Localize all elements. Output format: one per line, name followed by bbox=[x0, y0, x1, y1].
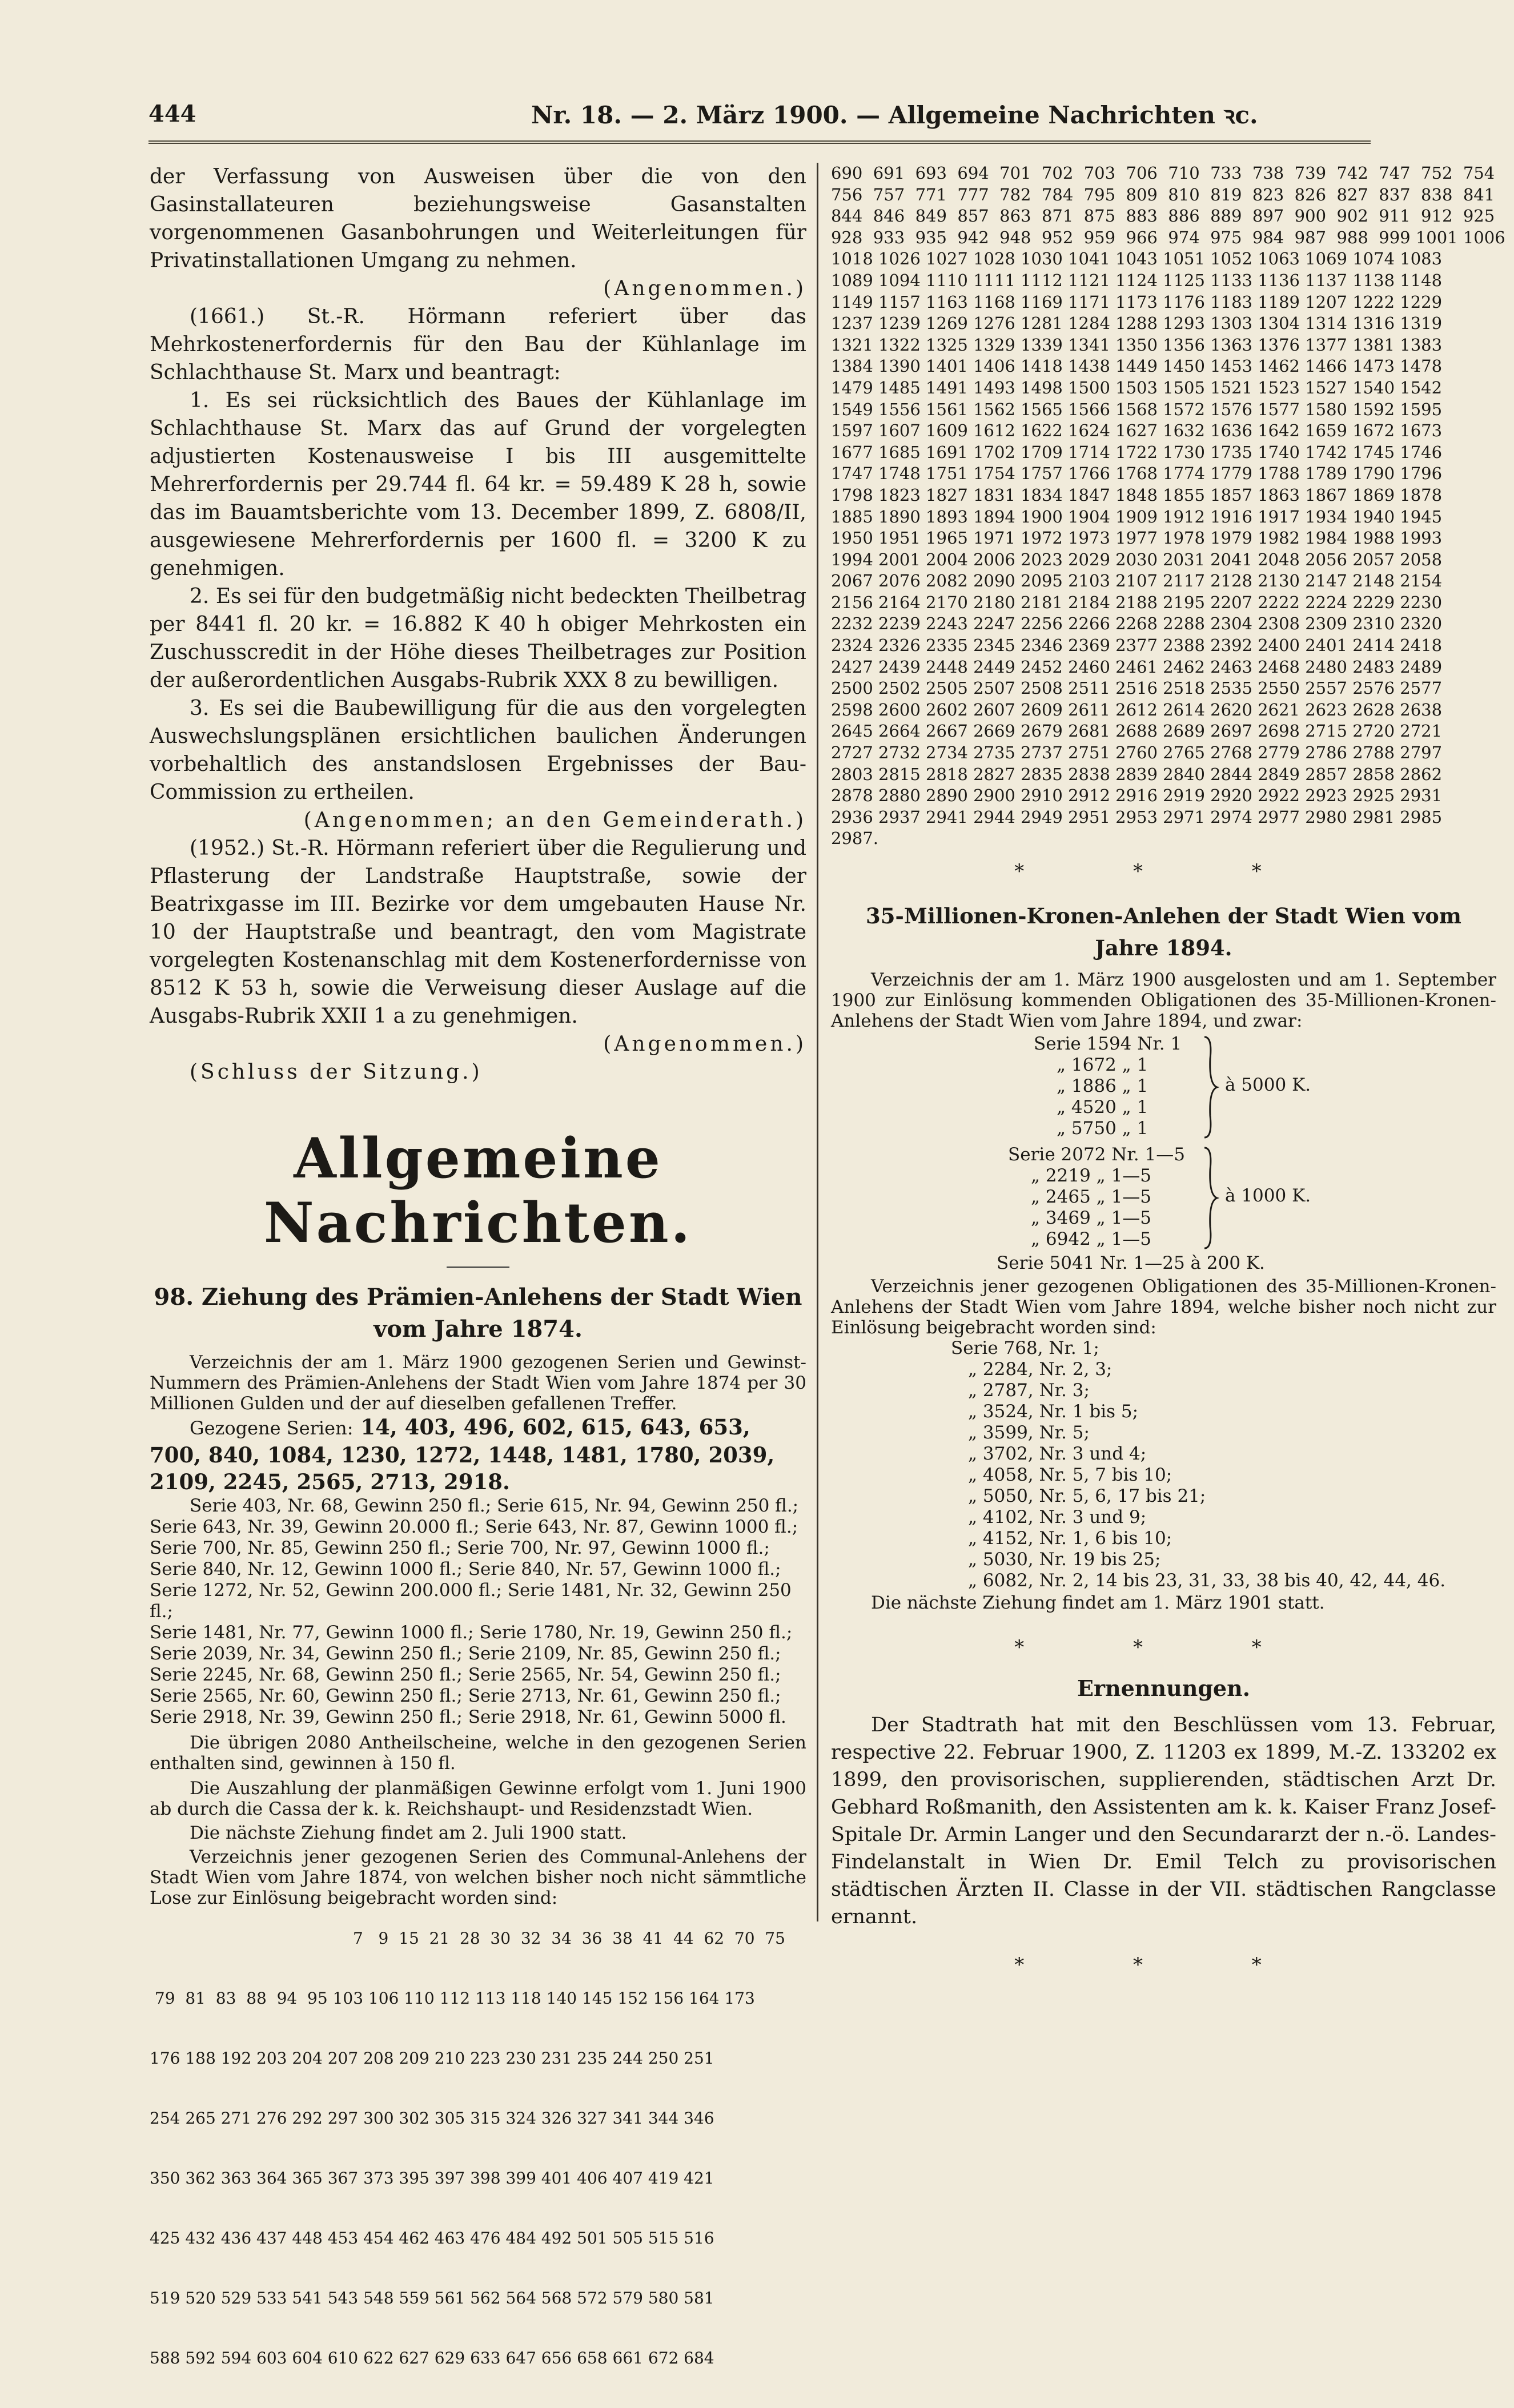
grid-row: 2936 2937 2941 2944 2949 2951 2953 2971 2974 2977 2980 2981 2985 bbox=[831, 807, 1443, 827]
drawn-series bbox=[150, 1414, 806, 1496]
section-title: Allgemeine Nachrichten. bbox=[263, 1126, 693, 1255]
grid-row: 2500 2502 2505 2507 2508 2511 2516 2518 2535 2550 2557 2576 2577 bbox=[831, 678, 1443, 698]
group-1000-value: à 1000 K. bbox=[1225, 1185, 1311, 1206]
grid-row: 928 933 935 942 948 952 959 966 974 975 984 987 988 999 1001 1006 bbox=[831, 227, 1505, 247]
outstanding-row: „ 3702, Nr. 3 und 4; bbox=[968, 1444, 1147, 1464]
grid-row: 2427 2439 2448 2449 2452 2460 2461 2462 2463 2468 2480 2483 2489 bbox=[831, 657, 1443, 677]
grid-row: 1549 1556 1561 1562 1565 1566 1568 1572 1576 1577 1580 1592 1595 bbox=[831, 399, 1443, 419]
outstanding-row: „ 2284, Nr. 2, 3; bbox=[968, 1359, 1113, 1380]
article-98-intro: Verzeichnis der am 1. März 1900 gezogenen Serien und Gewinst-Nummern des Prämien-Anlehens der Stadt Wien vom Jahre 1874 per 30 Millionen Gulden und der auf dieselben gefallenen Treffer. bbox=[150, 1352, 806, 1414]
page-number: 444 bbox=[148, 100, 196, 127]
grid-row: 425 432 436 437 448 453 454 462 463 476 484 492 501 505 515 516 bbox=[150, 2229, 714, 2248]
column-divider bbox=[817, 163, 818, 1921]
grid-row: 1149 1157 1163 1168 1169 1171 1173 1176 1183 1189 1207 1222 1229 bbox=[831, 292, 1443, 312]
grid-row: 2803 2815 2818 2827 2835 2838 2839 2840 2844 2849 2857 2858 2862 bbox=[831, 764, 1443, 784]
grid-row: 2598 2600 2602 2607 2609 2611 2612 2614 2620 2621 2623 2628 2638 bbox=[831, 700, 1443, 719]
header-rule bbox=[148, 140, 1371, 144]
appointments-text: Der Stadtrath hat mit den Beschlüssen vom 13. Februar, respective 22. Februar 1900, Z. 11203 ex 1899, M.-Z. 133202 ex 1899, den provisorischen, supplierenden, städtischen Arzt Dr. Gebhard Roßmanith, den Assistenten am k. k. Kaiser Franz Josef-Spitale Dr. Armin Langer und den Secundararzt der n.-ö. Landes-Findelanstalt in Wien Dr. Emil Telch zu provisorischen städtischen Ärzten II. Classe in der VII. städtischen Rangclasse ernannt. bbox=[831, 1714, 1496, 1928]
paragraph-1661-item2: 2. Es sei für den budgetmäßig nicht bedeckten Theilbetrag per 8441 fl. 20 kr. = 16.882 K 40 h obiger Mehrkosten ein Zuschusscredit in der Höhe dieses Theilbetrages zur Position der außerordentlichen Ausgabs-Rubrik XXX 8 zu bewilligen. bbox=[150, 585, 806, 692]
unredeemed-intro: Verzeichnis jener gezogenen Serien des Communal-Anlehens der Stadt Wien vom Jahre 1874, von welchen bisher noch nicht sämmtliche Lose zur Einlösung beigebracht worden sind: bbox=[150, 1847, 806, 1908]
grid-row: 2987. bbox=[831, 829, 879, 849]
right-column bbox=[831, 163, 1505, 1990]
grid-row: 1677 1685 1691 1702 1709 1714 1722 1730 1735 1740 1742 1745 1746 bbox=[831, 442, 1443, 462]
paragraph-gas: der Verfassung von Ausweisen über die von den Gasinstallateuren beziehungsweise Gasanstalten vorgenommenen Gasanbohrungen und Weiterleitungen für Privatinstallationen Umgang zu nehmen. bbox=[150, 165, 806, 272]
group-row: „ 5750 „ 1 bbox=[1057, 1118, 1148, 1139]
group-row: Serie 1594 Nr. 1 bbox=[1034, 1034, 1182, 1054]
grid-row: 1798 1823 1827 1831 1834 1847 1848 1855 1857 1863 1867 1869 1878 bbox=[831, 485, 1443, 505]
paragraph-1952: (1952.) St.-R. Hörmann referiert über die Regulierung und Pflasterung der Landstraße Hauptstraße, sowie der Beatrixgasse im III. Bezirke vor dem umgebauten Hause Nr. 10 der Hauptstraße und beantragt, den vom Magistrate vorgelegten Kostenanschlag mit dem Kostenerfordernisse von 8512 K 53 h, sowie die Verweisung dieser Auslage auf die Ausgabs-Rubrik XXII 1 a zu genehmigen. bbox=[150, 837, 806, 1028]
next-draw-1901: Die nächste Ziehung findet am 1. März 1901 statt. bbox=[871, 1593, 1325, 1613]
loan35-intro: Verzeichnis der am 1. März 1900 ausgelosten und am 1. September 1900 zur Einlösung kommenden Obligationen des 35-Millionen-Kronen-Anlehens der Stadt Wien vom Jahre 1894, und zwar: bbox=[831, 970, 1496, 1031]
group-5000-value: à 5000 K. bbox=[1225, 1075, 1311, 1095]
grid-row: 350 362 363 364 365 367 373 395 397 398 399 401 406 407 419 421 bbox=[150, 2169, 714, 2188]
group-row: „ 2219 „ 1—5 bbox=[1031, 1165, 1152, 1186]
group-1000 bbox=[831, 1144, 1496, 1253]
grid-row: 2727 2732 2734 2735 2737 2751 2760 2765 2768 2779 2786 2788 2797 bbox=[831, 743, 1443, 763]
status-accepted: (Angenommen.) bbox=[603, 277, 806, 300]
outstanding-row: „ 4102, Nr. 3 und 9; bbox=[968, 1507, 1147, 1527]
session-close: (Schluss der Sitzung.) bbox=[190, 1060, 483, 1084]
unredeemed-grid bbox=[150, 1888, 806, 2408]
left-column bbox=[150, 163, 806, 2408]
outstanding-row: „ 4152, Nr. 1, 6 bis 10; bbox=[968, 1528, 1172, 1549]
outstanding-row: „ 3524, Nr. 1 bis 5; bbox=[968, 1401, 1139, 1422]
group-200: Serie 5041 Nr. 1—25 à 200 K. bbox=[997, 1253, 1265, 1273]
grid-row: 79 81 83 88 94 95 103 106 110 112 113 118 140 145 152 156 164 173 bbox=[150, 1989, 755, 2008]
outstanding-intro: Verzeichnis jener gezogenen Obligationen des 35-Millionen-Kronen-Anlehens der Stadt Wien vom Jahre 1894, welche bisher noch nicht zur Einlösung beigebracht worden sind: bbox=[831, 1276, 1496, 1338]
drawn-series-label: Gezogene Serien: bbox=[190, 1417, 354, 1439]
grid-row: 1479 1485 1491 1493 1498 1500 1503 1505 1521 1523 1527 1540 1542 bbox=[831, 377, 1443, 397]
loan35-title: 35-Millionen-Kronen-Anlehen der Stadt Wien vom Jahre 1894. bbox=[866, 903, 1461, 960]
grid-row: 2067 2076 2082 2090 2095 2103 2107 2117 2128 2130 2147 2148 2154 bbox=[831, 571, 1443, 591]
grid-row: 1747 1748 1751 1754 1757 1766 1768 1774 1779 1788 1789 1790 1796 bbox=[831, 464, 1443, 484]
prize-row: Serie 2245, Nr. 68, Gewinn 250 fl.; Serie 2565, Nr. 54, Gewinn 250 fl.; bbox=[150, 1665, 781, 1685]
status-accepted-2: (Angenommen.) bbox=[603, 1032, 806, 1056]
grid-row: 1950 1951 1965 1971 1972 1973 1977 1978 1979 1982 1984 1988 1993 bbox=[831, 528, 1443, 548]
group-row: „ 3469 „ 1—5 bbox=[1031, 1208, 1152, 1228]
outstanding-row: „ 6082, Nr. 2, 14 bis 23, 31, 33, 38 bis 40, 42, 44, 46. bbox=[968, 1570, 1446, 1591]
prize-row: Serie 700, Nr. 85, Gewinn 250 fl.; Serie 700, Nr. 97, Gewinn 1000 fl.; bbox=[150, 1538, 770, 1558]
drawn-series-values: 14, 403, 496, 602, 615, 643, 653, 700, 840, 1084, 1230, 1272, 1448, 1481, 1780, 2039, 2109, 2245, 2565, 2713, 2918. bbox=[150, 1414, 775, 1494]
grid-row: 1237 1239 1269 1276 1281 1284 1288 1293 1303 1304 1314 1316 1319 bbox=[831, 313, 1443, 333]
group-row: „ 4520 „ 1 bbox=[1057, 1097, 1148, 1117]
grid-row: 2324 2326 2335 2345 2346 2369 2377 2388 2392 2400 2401 2414 2418 bbox=[831, 636, 1443, 656]
group-row: Serie 2072 Nr. 1—5 bbox=[1008, 1144, 1185, 1165]
separator-stars: * * * bbox=[1014, 1953, 1313, 1976]
brace-icon bbox=[1202, 1147, 1219, 1249]
outstanding-row: „ 5030, Nr. 19 bis 25; bbox=[968, 1549, 1161, 1570]
grid-row: 1597 1607 1609 1612 1622 1624 1627 1632 1636 1642 1659 1672 1673 bbox=[831, 421, 1443, 441]
grid-row: 756 757 771 777 782 784 795 809 810 819 823 826 827 837 838 841 bbox=[831, 184, 1495, 204]
next-draw-note: Die nächste Ziehung findet am 2. Juli 1900 statt. bbox=[190, 1823, 627, 1843]
appointments-title: Ernennungen. bbox=[1077, 1675, 1250, 1701]
article-98-title: 98. Ziehung des Prämien-Anlehens der Stadt Wien vom Jahre 1874. bbox=[154, 1284, 802, 1342]
grid-row: 1321 1322 1325 1329 1339 1341 1350 1356 1363 1376 1377 1381 1383 bbox=[831, 335, 1443, 355]
paragraph-1661-item1: 1. Es sei rücksichtlich des Baues der Kühlanlage im Schlachthause St. Marx das auf Grund der vorgelegten adjustierten Kostenausweise I bis III ausgemittelte Mehrerfordernis per 29.744 fl. 64 kr. = 59.489 K 28 h, sowie das im Bauamtsberichte vom 13. December 1899, Z. 6808/II, ausgewiesene Mehrerfordernis per 1600 fl. = 3200 K zu genehmigen. bbox=[150, 389, 806, 580]
group-row: „ 1886 „ 1 bbox=[1057, 1076, 1148, 1096]
series-grid bbox=[831, 163, 1505, 850]
prize-row: Serie 1481, Nr. 77, Gewinn 1000 fl.; Serie 1780, Nr. 19, Gewinn 250 fl.; bbox=[150, 1622, 793, 1643]
outstanding-row: „ 5050, Nr. 5, 6, 17 bis 21; bbox=[968, 1486, 1206, 1506]
grid-row: 2645 2664 2667 2669 2679 2681 2688 2689 2697 2698 2715 2720 2721 bbox=[831, 721, 1443, 741]
grid-row: 254 265 271 276 292 297 300 302 305 315 324 326 327 341 344 346 bbox=[150, 2109, 714, 2128]
prize-list bbox=[150, 1496, 806, 1728]
grid-row: 176 188 192 203 204 207 208 209 210 223 230 231 235 244 250 251 bbox=[150, 2049, 714, 2068]
outstanding-row: „ 4058, Nr. 5, 7 bis 10; bbox=[968, 1465, 1172, 1485]
page-header bbox=[148, 96, 1371, 136]
prize-row: Serie 840, Nr. 12, Gewinn 1000 fl.; Serie 840, Nr. 57, Gewinn 1000 fl.; bbox=[150, 1559, 781, 1579]
payout-note: Die Auszahlung der planmäßigen Gewinne erfolgt vom 1. Juni 1900 ab durch die Cassa der k. k. Reichshaupt- und Residenzstadt Wien. bbox=[150, 1778, 806, 1819]
outstanding-row: „ 3599, Nr. 5; bbox=[968, 1422, 1090, 1443]
outstanding-list bbox=[831, 1338, 1496, 1591]
outstanding-row: Serie 768, Nr. 1; bbox=[951, 1338, 1099, 1358]
grid-row: 690 691 693 694 701 702 703 706 710 733 738 739 742 747 752 754 bbox=[831, 163, 1495, 183]
separator-stars: * * * bbox=[1014, 1636, 1313, 1659]
group-5000 bbox=[831, 1034, 1496, 1142]
separator-stars: * * * bbox=[1014, 860, 1313, 883]
grid-row: 1885 1890 1893 1894 1900 1904 1909 1912 1916 1917 1934 1940 1945 bbox=[831, 506, 1443, 526]
remaining-shares: Die übrigen 2080 Antheilscheine, welche in den gezogenen Serien enthalten sind, gewinnen à 150 fl. bbox=[150, 1732, 806, 1774]
status-accepted-council: (Angenommen; an den Gemeinderath.) bbox=[303, 809, 806, 832]
prize-row: Serie 1272, Nr. 52, Gewinn 200.000 fl.; Serie 1481, Nr. 32, Gewinn 250 fl.; bbox=[150, 1580, 792, 1622]
grid-row: 519 520 529 533 541 543 548 559 561 562 564 568 572 579 580 581 bbox=[150, 2289, 714, 2308]
grid-row: 7 9 15 21 28 30 32 34 36 38 41 44 62 70 75 bbox=[150, 1929, 785, 1948]
group-row: „ 6942 „ 1—5 bbox=[1031, 1229, 1152, 1249]
prize-row: Serie 643, Nr. 39, Gewinn 20.000 fl.; Serie 643, Nr. 87, Gewinn 1000 fl.; bbox=[150, 1517, 798, 1537]
prize-row: Serie 403, Nr. 68, Gewinn 250 fl.; Serie 615, Nr. 94, Gewinn 250 fl.; bbox=[190, 1496, 799, 1516]
group-row: „ 1672 „ 1 bbox=[1057, 1055, 1148, 1075]
grid-row: 588 592 594 603 604 610 622 627 629 633 647 656 658 661 672 684 bbox=[150, 2349, 714, 2367]
paragraph-1661-intro: (1661.) St.-R. Hörmann referiert über das Mehrkostenerfordernis für den Bau der Kühlanlage im Schlachthause St. Marx und beantragt: bbox=[150, 305, 806, 384]
prize-row: Serie 2565, Nr. 60, Gewinn 250 fl.; Serie 2713, Nr. 61, Gewinn 250 fl.; bbox=[150, 1686, 781, 1706]
paragraph-1661-item3: 3. Es sei die Baubewilligung für die aus den vorgelegten Auswechslungsplänen ersichtlichen baulichen Änderungen vorbehaltlich des anstandslosen Ergebnisses der Bau-Commission zu ertheilen. bbox=[150, 697, 806, 804]
outstanding-row: „ 2787, Nr. 3; bbox=[968, 1380, 1090, 1401]
grid-row: 1994 2001 2004 2006 2023 2029 2030 2031 2041 2048 2056 2057 2058 bbox=[831, 549, 1443, 569]
group-row: „ 2465 „ 1—5 bbox=[1031, 1187, 1152, 1207]
grid-row: 2156 2164 2170 2180 2181 2184 2188 2195 2207 2222 2224 2229 2230 bbox=[831, 592, 1443, 612]
grid-row: 1089 1094 1110 1111 1112 1121 1124 1125 1133 1136 1137 1138 1148 bbox=[831, 270, 1443, 290]
grid-row: 1384 1390 1401 1406 1418 1438 1449 1450 1453 1462 1466 1473 1478 bbox=[831, 356, 1443, 376]
prize-row: Serie 2918, Nr. 39, Gewinn 250 fl.; Serie 2918, Nr. 61, Gewinn 5000 fl. bbox=[150, 1707, 786, 1727]
prize-row: Serie 2039, Nr. 34, Gewinn 250 fl.; Serie 2109, Nr. 85, Gewinn 250 fl.; bbox=[150, 1643, 781, 1664]
brace-icon bbox=[1202, 1036, 1219, 1139]
grid-row: 2878 2880 2890 2900 2910 2912 2916 2919 2920 2922 2923 2925 2931 bbox=[831, 786, 1443, 806]
grid-row: 1018 1026 1027 1028 1030 1041 1043 1051 1052 1063 1069 1074 1083 bbox=[831, 249, 1443, 269]
grid-row: 2232 2239 2243 2247 2256 2266 2268 2288 2304 2308 2309 2310 2320 bbox=[831, 614, 1443, 634]
title-rule bbox=[447, 1267, 509, 1268]
grid-row: 844 846 849 857 863 871 875 883 886 889 897 900 902 911 912 925 bbox=[831, 206, 1495, 226]
running-title: Nr. 18. — 2. März 1900. — Allgemeine Nachrichten ꝛc. bbox=[531, 101, 1258, 129]
